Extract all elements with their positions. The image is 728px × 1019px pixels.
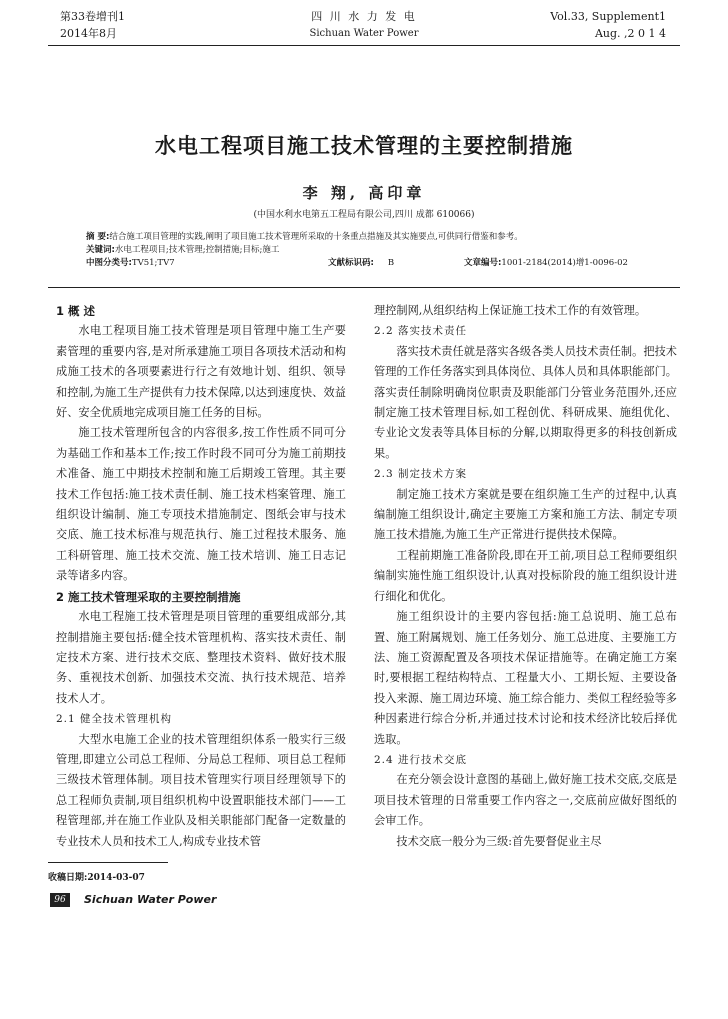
subsection-heading-2-1: 2.1 健全技术管理机构 <box>56 713 173 726</box>
paragraph-continuation: 理控制网,从组织结构上保证施工技术工作的有效管理。 <box>374 304 647 317</box>
header-journal-en: Sichuan Water Power <box>309 28 419 39</box>
header-date-en: Aug. ,2 0 1 4 <box>594 27 666 40</box>
paragraph: 施工技术管理所包含的内容很多,按工作性质不同可分为基础工作和基本工作;按工作时段不同可分为施工前期技术准备、施工中期技术控制和施工后期竣工管理。其主要技术工作包括:施工技术责任制、施工技术档案管理、施工组织设计编制、施工专项技术措施制定、图纸会审与技术交底、施工技术标准与规范执行、施工过程技术服务、施工科研管理、施工技术交流、施工技术培训、施工日志记录等诸多内容。 <box>56 426 346 583</box>
abstract-block <box>86 231 680 270</box>
header-journal-cn: 四 川 水 力 发 电 <box>311 10 417 23</box>
paragraph: 工程前期施工准备阶段,即在开工前,项目总工程师要组织编制实施性施工组织设计,认真对投标阶段的施工组织设计进行细化和优化。 <box>374 548 677 603</box>
paragraph: 落实技术责任就是落实各级各类人员技术责任制。把技术管理的工作任务落实到具体岗位、具体人员和具体职能部门。落实责任制除明确岗位职责及职能部门分管业务范围外,还应制定施工技术管理目标,如工程创优、科研成果、施组优化、专业论文发表等具体目标的分解,以期取得更多的科技创新成果。 <box>374 344 677 460</box>
paragraph: 水电工程施工技术管理是项目管理的重要组成部分,其控制措施主要包括:健全技术管理机构、落实技术责任、制定技术方案、进行技术交底、整理技术资料、做好技术服务、重视技术创新、加强技术交流、执行技术规范、培养技术人才。 <box>56 610 346 705</box>
received-value: 2014-03-07 <box>87 873 145 883</box>
doc-code-value: B <box>387 258 395 268</box>
classification-line <box>86 257 680 270</box>
header-volume-en: Vol.33, Supplement1 <box>550 10 666 23</box>
article-no-value: 1001-2184(2014)增1-0096-02 <box>501 258 628 268</box>
footnote-rule <box>48 862 168 863</box>
header-date: 2014年8月 <box>60 27 117 40</box>
keywords-text: 水电工程项目;技术管理;控制措施;目标;施工 <box>114 245 280 255</box>
keywords-label: 关键词: <box>86 245 115 255</box>
paragraph: 水电工程项目施工技术管理是项目管理中施工生产要素管理的重要内容,是对所承建施工项目各项技术活动和构成施工技术的各项要素进行行之有效地计划、组织、领导和控制,为施工生产提供有力技术保障,以达到速度快、效益好、安全优质地完成项目施工任务的目标。 <box>56 324 346 420</box>
header-rule <box>48 45 680 46</box>
paragraph: 施工组织设计的主要内容包括:施工总说明、施工总布置、施工附属规划、施工任务划分、施工总进度、主要施工方法、施工资源配置及各项技术保证措施等。在确定施工方案时,要根据工程结构特点、工程量大小、工期长短、主要设备投入来源、施工周边环境、施工综合能力、类似工程经验等多种因素进行综合分析,并通过技术讨论和技术经济比较后择优选取。 <box>374 610 677 746</box>
paragraph: 在充分领会设计意图的基础上,做好施工技术交底,交底是项目技术管理的日常重要工作内容之一,交底前应做好图纸的会审工作。 <box>374 773 677 828</box>
abstract-line <box>86 231 680 244</box>
left-column <box>56 301 346 852</box>
abstract-text: 结合施工项目管理的实践,阐明了项目施工技术管理所采取的十条重点措施及其实施要点,可供同行借鉴和参考。 <box>109 232 523 242</box>
subsection-heading-2-3: 2.3 制定技术方案 <box>374 468 468 481</box>
page-number: 96 <box>50 893 70 907</box>
clc-label: 中图分类号: <box>86 258 132 268</box>
paper-affiliation: (中国水利水电第五工程局有限公司,四川 成都 610066) <box>253 210 475 220</box>
abstract-label: 摘 要: <box>86 232 110 242</box>
received-date <box>48 870 145 883</box>
clc-value: TV51;TV7 <box>131 258 175 268</box>
article-no-label: 文章编号: <box>464 258 502 268</box>
received-label: 收稿日期: <box>48 873 88 883</box>
paragraph: 制定施工技术方案就是要在组织施工生产的过程中,认真编制施工组织设计,确定主要施工方案和施工方法、制定专项施工技术措施,为施工生产正常进行提供技术保障。 <box>374 487 677 542</box>
doc-code-label: 文献标识码: <box>328 258 374 268</box>
keywords-line <box>86 244 680 257</box>
section-heading-2: 2 施工技术管理采取的主要控制措施 <box>56 589 241 604</box>
subsection-heading-2-4: 2.4 进行技术交底 <box>374 753 468 766</box>
paper-authors: 李 翔, 高印章 <box>302 184 426 202</box>
header-volume: 第33卷增刊1 <box>60 10 125 23</box>
subsection-heading-2-2: 2.2 落实技术责任 <box>374 325 468 338</box>
paragraph: 大型水电施工企业的技术管理组织体系一般实行三级管理,即建立公司总工程师、分局总工程师、项目总工程师三级技术管理体制。项目技术管理实行项目经理领导下的总工程师负责制,项目组织机构中设置职能技术部门——工程管理部,并在施工作业队及相关职能部门配备一定数量的专业技术人员和技术工人,构成专业技术管 <box>56 732 346 848</box>
abstract-rule <box>48 287 680 288</box>
section-heading-1: 1 概 述 <box>56 304 96 318</box>
footer-journal-name: Sichuan Water Power <box>84 893 217 906</box>
paper-title: 水电工程项目施工技术管理的主要控制措施 <box>155 134 573 158</box>
paragraph: 技术交底一般分为三级:首先要督促业主尽 <box>396 834 602 848</box>
right-column <box>374 301 677 852</box>
